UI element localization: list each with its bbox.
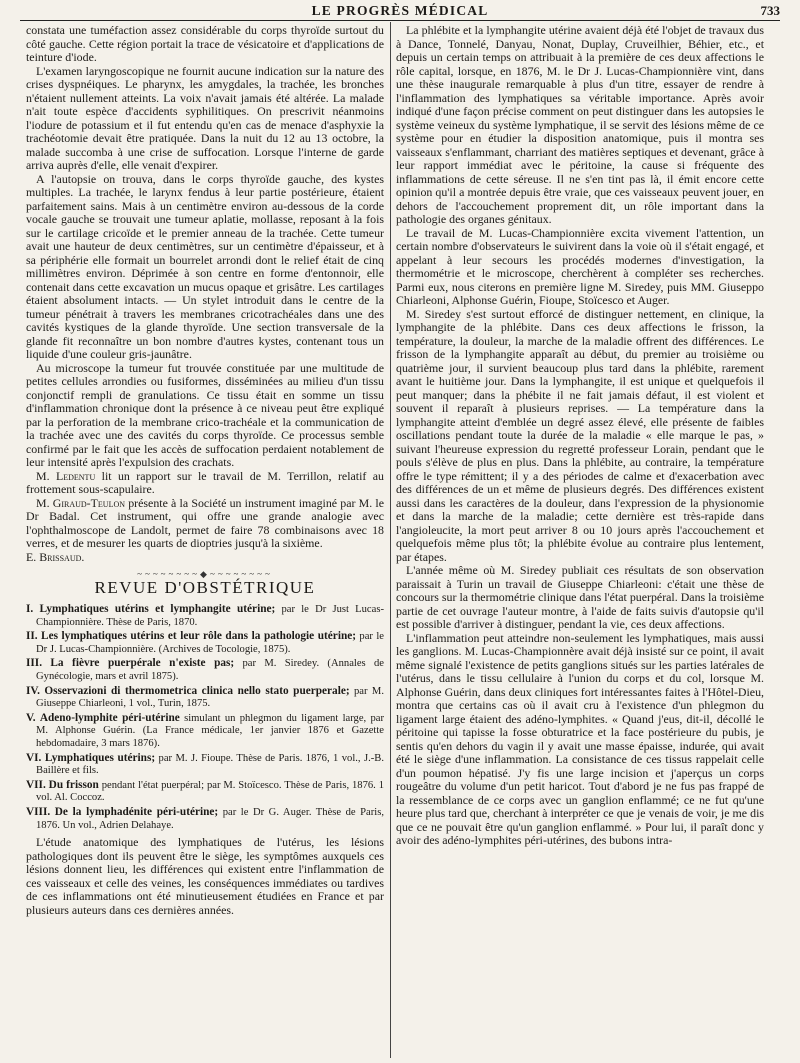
left-paragraph-7: L'étude anatomique des lymphatiques de l'utérus, les lésions pathologiques dont ils peuvent être le siège, les symptômes auxquels ces lésions donnent lieu, les différences qui existent entre l'inflammation de ces vaisseaux et celle des veines, les conséquences immédiates ou tardives de ces inflammations ont été minutieusement étudiées en France et par plusieurs auteurs dans ces dernières années.	[26, 835, 384, 917]
bibliography-entry: IV. Osservazioni di thermometrica clinica nello stato puerperale; par M. Giuseppe Chiarleoni, 1 vol., Turin, 1875.	[26, 684, 384, 710]
left-paragraph-1: constata une tuméfaction assez considérable du corps thyroïde surtout du côté gauche. Cette région portait la trace de vésicatoire et d'applications de teinture d'iode.	[26, 23, 384, 64]
author-signature: E. Brissaud.	[26, 549, 85, 564]
bibliography-entry: I. Lymphatiques utérins et lymphangite utérine; par le Dr Just Lucas-Championnière. Thèse de Paris, 1870.	[26, 603, 384, 628]
right-paragraph-4: L'année même où M. Siredey publiait ces résultats de son observation paraissait à Turin un travail de Giuseppe Chiarleoni: c'était une thèse de concours sur la thermométrie clinique dans l'état puerpéral. Dans la troisième partie de cet ouvrage l'auteur montre, à l'aide de faits suivis d'autopsie qu'il est possible d'arriver à distinguer, pendant la vie, ces deux affections.	[396, 563, 764, 631]
right-paragraph-1: La phlébite et la lymphangite utérine avaient déjà été l'objet de travaux dus à Dance, Tonnelé, Danyau, Nonat, Duplay, Cruveilhier, Béhier, etc., et depuis un certain temps on attribuait à la première de ces deux affections le rôle capital, lorsque, en 1876, M. le Dr J. Lucas-Championnière vint, dans une thèse inaugurale remarquable à plus d'un titre, essayer de rendre à l'inflammation des lymphatiques sa véritable importance. Après avoir indiqué d'une façon précise comment on peut distinguer dans les autopsies le système veineux du système lymphatique, il se servit des lésions même de ce système pour en étudier la disposition anatomique, puis il montra ses vaisseaux s'enflammant, charriant des matières septiques et devenant, grâce à leur rapport immédiat avec le péritoine, la cause si fréquente des inflammations de cette séreuse. Il ne s'en tint pas là, il émit encore cette opinion qu'il a montrée depuis être vraie, que ces vaisseaux peuvent jouer, en dehors de l'accouchement proprement dit, un rôle important dans la pathologie des organes génitaux.	[396, 23, 764, 226]
bibliography-entry: VIII. De la lymphadénite péri-utérine; par le Dr G. Auger. Thèse de Paris, 1876. Un vol., Adrien Delahaye.	[26, 805, 385, 831]
section-heading	[26, 570, 384, 598]
left-paragraph-5	[26, 470, 384, 497]
bibliography-list	[26, 603, 384, 832]
bibliography-entry: III. La fièvre puerpérale n'existe pas; par M. Siredey. (Annales de Gynécologie, mars et avril 1875).	[26, 657, 384, 682]
speaker-name: M. Ledentu	[36, 468, 96, 483]
journal-title: LE PROGRÈS MÉDICAL	[311, 3, 489, 18]
running-header	[20, 2, 780, 21]
bibliography-entry: VII. Du frisson pendant l'état puerpéral; par M. Stoïcesco. Thèse de Paris, 1876. 1 vol. Al. Coccoz.	[26, 778, 385, 804]
right-paragraph-5: L'inflammation peut atteindre non-seulement les lymphatiques, mais aussi les ganglions. M. Lucas-Championnère avait déjà insisté sur ce point, il avait même signalé l'existence de petits ganglions situés sur les parties latérales de l'utérus, dans le tissu cellulaire à l'union du corps et du col, lorsque M. Alphonse Guérin, dans deux cliniques fort intéressantes faites à l'Hôtel-Dieu, montra que certains cas où il avait cru à l'existence d'un phlegmon du ligament large étaient des adéno-lymphites. « Quand j'eus, dit-il, décollé le péritoine qui tapisse la fosse obturatrice et la face postérieure du pubis, je sentis qu'en dehors du vagin il y avait une masse épaisse, indurée, qui avait été le siège d'une inflammation. La consistance de ces tissus rappelait celle d'un poumon hépatisé. J'y fis une large incision et j'aperçus un corps rougeâtre du volume d'un petit haricot. Tout d'abord je ne fus pas frappé de la ressemblance de ce corps avec un ganglion enflammé; ce ne fut qu'une heure plus tard que, cherchant à interpréter ce que je venais de voir, je me dis que ce ne pouvait être qu'un ganglion enflammé. » Pour lui, il paraît donc y avoir des adéno-lymphites péri-utérines, des bubons intra-	[396, 630, 764, 847]
section-title: REVUE D'OBSTÉTRIQUE	[94, 578, 316, 597]
left-paragraph-4: Au microscope la tumeur fut trouvée constituée par une multitude de petites cellules arrondies ou fusiformes, disséminées au milieu d'un tissu conjonctif rempli de granulations. Ce tissu était en somme un tissu d'inflammation chronique dont la présence à ce niveau peut être expliqué par la perforation de la membrane crico-trachéale et la communication de la trachée avec une des cavités du corps thyroïde. Ce processus semble confirmé par le fait que les accès de suffocation perdaient notablement de leur intensité après l'expulsion des crachats.	[26, 360, 384, 469]
paragraph-text: lit un rapport sur le travail de M. Terrillon, relatif au frottement sous-scapulaire.	[26, 468, 384, 496]
page-number: 733	[760, 3, 780, 18]
bibliography-entry: II. Les lymphatiques utérins et leur rôle dans la pathologie utérine; par le Dr J. Lucas-Championnière. (Archives de Tocologie, 1875).	[26, 630, 384, 655]
bibliography-entry: VI. Lymphatiques utérins; par M. J. Fioupe. Thèse de Paris. 1876, 1 vol., J.-B. Baillère et fils.	[26, 751, 384, 777]
bibliography-entry: V. Adeno-lymphite péri-utérine simulant un phlegmon du ligament large, par M. Alphonse Guérin. (La France médicale, 1er janvier 1876 et Gazette hebdomadaire, 3 mars 1876).	[26, 711, 384, 749]
right-paragraph-2: Le travail de M. Lucas-Championnière excita vivement l'attention, un certain nombre d'observateurs le suivirent dans la voie où il s'était engagé, et appelant à leur secours les procédés modernes d'investigation, la thermométrie et le microscope, cherchèrent à compléter ses recherches. Parmi eux, nous citerons en première ligne M. Siredey, puis MM. Giuseppo Chiarleoni, Alphonse Guérin, Fioupe, Stoïcesco et Auger.	[396, 225, 764, 307]
right-paragraph-3: M. Siredey s'est surtout efforcé de distinguer nettement, en clinique, la lymphangite de la phlébite. Dans ces deux affections le frisson, la température, la douleur, la marche de la maladie offrent des différences. Le frisson de la lymphangite apparaît au début, du premier au troisième ou quatrième jour, il survient beaucoup plus tard dans la phlébite, rarement avant le huitième jour. Dans la lymphangite, il est unique et quelquefois il peut manquer; dans la phébite il ne fait jamais défaut, il est violent et souvent il reparaît à plusieurs reprises. — La température dans la lymphangite atteint d'emblée un degré assez élevé, elle présente de faibles oscillations pendant toute la durée de la maladie « elle marque le pas, » suivant l'heureuse expression du regretté professeur Lorain, pendant que le pouls s'élève de plus en plus. Dans la phlébite, au contraire, la température offre le type rémittent; il y a des périodes de calme et d'exacerbation avec des différences de un et même de plusieurs degrés. Des différences existent aussi dans les caractères de la douleur, dans l'expression de la physionomie et dans la marche de la maladie; cette dernière est très-rapide dans l'angioleucite, la mort peut arriver 8 ou 10 jours après l'accouchement et quelquefois même plus tôt; la phlébite évolue au contraire plus lentement, par étapes.	[396, 306, 764, 564]
left-column	[26, 24, 384, 917]
left-paragraph-3: A l'autopsie on trouva, dans le corps thyroïde gauche, des kystes multiples. La trachée, le larynx fendus à leur partie postérieure, étaient parfaitement sains. Mais à un centimètre environ au-dessous de la corde vocale gauche se trouvait une tumeur aplatie, mollasse, reposant à la fois sur le cartilage cricoïde et le premier anneau de la trachée. Cette tumeur avait une hauteur de deux centimètres, sur un centimètre d'épaisseur, et à sa périphérie elle formait un bourrelet arrondi dont le relief était de cinq millimètres environ. Déprimée à son centre en forme d'entonnoir, elle contenait dans cette excavation un mucus opaque et grisâtre. Les cartilages étaient absolument intacts. — Un stylet introduit dans le centre de la tumeur pénétrait à travers les membranes cricotrachéales dans une des cavités kystiques de la glande thyroïde. Une section transversale de la glande fit reconnaître un bon nombre d'autres kystes, contenant tous un liquide d'une couleur gris-jaunâtre.	[26, 171, 384, 361]
paragraph-text: présente à la Société un instrument imaginé par M. le Dr Badal. Cet instrument, qui offre une grande analogie avec l'ophthalmoscope de Landolt, permet de faire 78 combinaisons avec 18 verres, et de mesurer les quarts de dioptries jusqu'à la sixième.	[26, 495, 385, 550]
left-paragraph-2: L'examen laryngoscopique ne fournit aucune indication sur la nature des crises dyspnéiques. Le pharynx, les amygdales, la trachée, les bronches n'étaient nullement atteints. La voix n'avait jamais été altérée. La malade n'ait toute espèce d'accidents syphilitiques. On prescrivit néanmoins l'iodure de potassium et il fut entendu qu'en cas de menace d'asphyxie la trachéotomie devait être pratiquée. Dans la nuit du 12 au 13 octobre, la malade succomba à une crise de suffocation. Lorsque l'interne de garde arriva auprès d'elle, elle venait d'expirer.	[26, 63, 384, 172]
column-divider	[390, 22, 391, 1058]
speaker-name: M. Giraud-Teulon	[36, 495, 126, 510]
right-column	[396, 24, 764, 848]
left-paragraph-6	[26, 497, 384, 551]
ornament-rule: ~~~~~~~~◆~~~~~~~~	[137, 569, 273, 579]
